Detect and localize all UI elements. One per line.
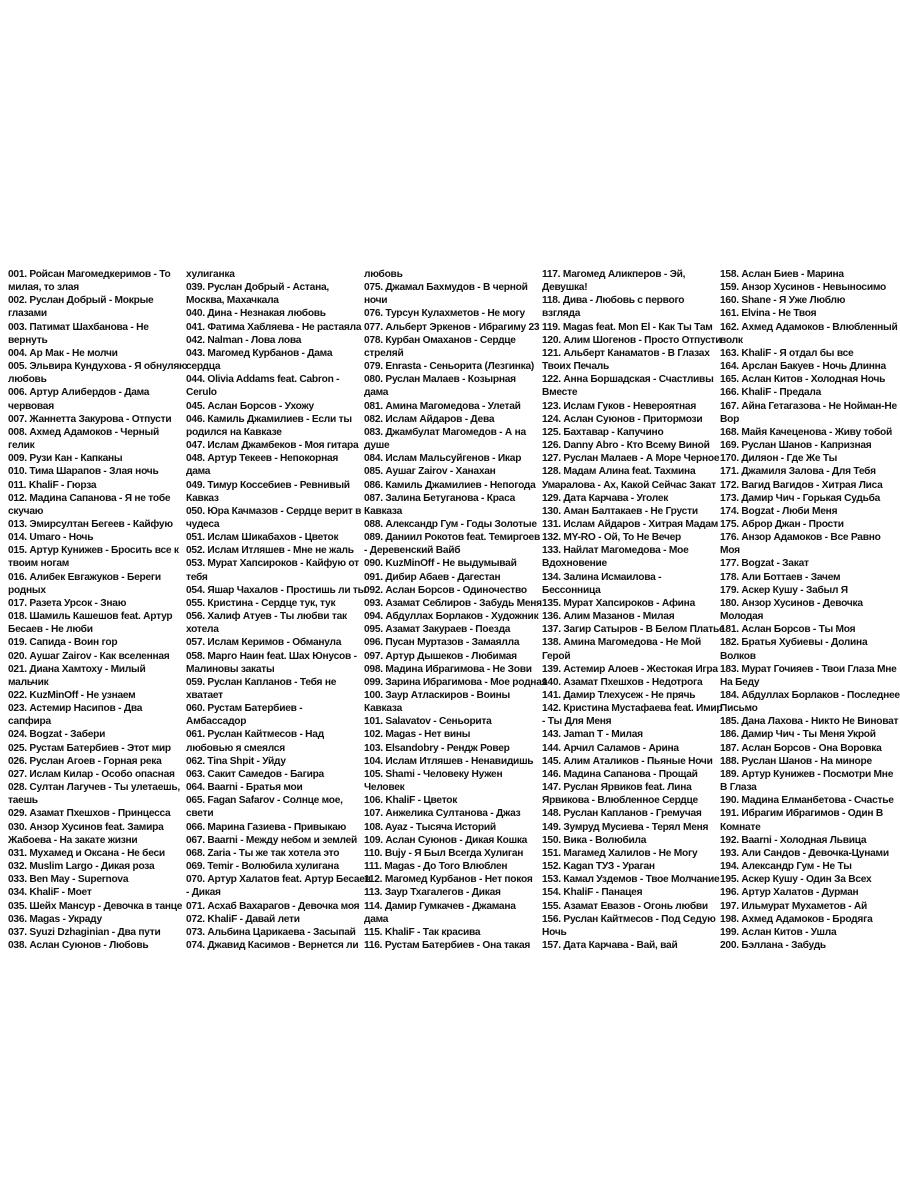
song-line: 138. Амина Магомедова - Не Мой [542, 637, 702, 649]
song-line: В Глаза [720, 782, 757, 794]
song-line: любовью я смеялся [186, 742, 285, 754]
song-line: 139. Астемир Алоев - Жестокая Игра [542, 663, 718, 675]
song-line: 143. Jaman T - Милая [542, 729, 643, 741]
song-line: любовь [8, 374, 47, 386]
song-line: 063. Сакит Самедов - Багира [186, 768, 324, 780]
song-line: 185. Дана Лахова - Никто Не Виноват [720, 716, 899, 728]
song-line: 175. Аброр Джан - Прости [720, 518, 844, 530]
song-line: 048. Артур Текеев - Непокорная [186, 453, 339, 465]
song-line: скучаю [8, 505, 44, 517]
song-line: 128. Мадам Алина feat. Тахмина [542, 466, 696, 478]
song-line: 083. Джамбулат Магомедов - А на [364, 426, 526, 438]
song-line: 125. Бахтавар - Капучино [542, 426, 664, 438]
song-line: 102. Magas - Нет вины [364, 729, 471, 741]
song-line: 101. Salavatov - Сеньорита [364, 716, 492, 728]
song-line: 168. Майя Качеценова - Живу тобой [720, 426, 893, 438]
song-line: 118. Дива - Любовь с первого [542, 295, 685, 307]
song-line: гелик [8, 440, 35, 452]
song-line: дама [364, 387, 389, 399]
song-line: 047. Ислам Джамбеков - Моя гитара [186, 440, 359, 452]
song-line: Вдохновение [542, 558, 607, 570]
song-line: Кавказа [364, 505, 403, 517]
song-line: 076. Турсун Кулахметов - Не могу [364, 308, 525, 320]
song-line: Москва, Махачкала [186, 295, 279, 307]
song-line: 035. Шейх Мансур - Девочка в танце [8, 900, 183, 912]
song-line: 095. Азамат Закураев - Поезда [364, 624, 511, 636]
song-line: родился на Кавказе [186, 426, 282, 438]
song-line: 191. Ибрагим Ибрагимов - Один В [720, 808, 883, 820]
song-line: 189. Артур Кунижев - Посмотри Мне [720, 768, 894, 780]
song-line: 163. KhaliF - Я отдал бы все [720, 347, 854, 359]
song-line: 197. Ильмурат Мухаметов - Ай [720, 900, 868, 912]
song-line: Молодая [720, 611, 764, 623]
song-line: 066. Марина Газиева - Привыкаю [186, 821, 347, 833]
song-line: 105. Shami - Человеку Нужен [364, 768, 503, 780]
song-line: 178. Али Боттаев - Зачем [720, 571, 841, 583]
song-line: 036. Magas - Украду [8, 913, 102, 925]
song-line: 064. Baarni - Братья мои [186, 782, 303, 794]
song-line: 187. Аслан Борсов - Она Воровка [720, 742, 882, 754]
song-line: 091. Дибир Абаев - Дагестан [364, 571, 501, 583]
song-line: 049. Тимур Коссебиев - Ревнивый [186, 479, 350, 491]
song-line: 162. Ахмед Адамоков - Влюбленный [720, 321, 898, 333]
song-line: 123. Ислам Гуков - Невероятная [542, 400, 697, 412]
song-line: 025. Рустам Батербиев - Этот мир [8, 742, 171, 754]
song-line: 107. Анжелика Султанова - Джаз [364, 808, 521, 820]
song-line: 179. Аскер Кушу - Забыл Я [720, 584, 848, 596]
song-line: тебя [186, 571, 208, 583]
song-line: 157. Дата Карчава - Вай, вай [542, 939, 678, 951]
song-line: 001. Ройсан Магомедкеримов - То [8, 269, 171, 280]
song-line: 077. Альберт Эркенов - Ибрагиму 23 [364, 321, 540, 333]
song-column-4 [542, 268, 725, 951]
song-line: 126. Danny Abro - Кто Всему Виной [542, 440, 710, 452]
song-line: 150. Вика - Волюбила [542, 834, 647, 846]
song-line: 033. Ben May - Supernova [8, 874, 129, 886]
song-line: 003. Патимат Шахбанова - Не [8, 321, 149, 333]
song-line: родных [8, 584, 46, 596]
song-line: 103. Elsandobry - Рендж Ровер [364, 742, 510, 754]
song-line: 029. Азамат Пхешхов - Принцесса [8, 808, 171, 820]
song-line: Девушка! [542, 282, 588, 294]
song-line: 075. Джамал Бахмудов - В черной [364, 282, 528, 294]
song-line: 164. Арслан Бакуев - Ночь Длинна [720, 361, 886, 373]
song-line: 104. Ислам Итляшев - Ненавидишь [364, 755, 534, 767]
song-line: глазами [8, 308, 47, 320]
song-line: 056. Халиф Атуев - Ты любви так [186, 611, 347, 623]
song-line: Кавказа [364, 703, 403, 715]
song-line: 109. Аслан Суюнов - Дикая Кошка [364, 834, 528, 846]
song-line: 106. KhaliF - Цветок [364, 795, 458, 807]
song-line: 174. Bogzat - Люби Меня [720, 505, 838, 517]
song-line: 196. Артур Халатов - Дурман [720, 887, 859, 899]
song-line: 113. Заур Тхагалегов - Дикая [364, 887, 501, 899]
song-line: твоим ногам [8, 558, 70, 570]
song-line: любовь [364, 269, 403, 280]
song-line: сердца [186, 361, 221, 373]
song-line: 014. Umaro - Ночь [8, 532, 94, 544]
song-line: хотела [186, 624, 219, 636]
song-line: 108. Ayaz - Тысяча Историй [364, 821, 496, 833]
song-line: - Ты Для Меня [542, 716, 612, 728]
song-line: - Деревенский Вайб [364, 545, 461, 557]
song-line: 111. Magas - До Того Влюблен [364, 861, 508, 873]
song-line: 016. Алибек Евгажуков - Береги [8, 571, 161, 583]
song-line: Ярвикова - Влюбленное Сердце [542, 795, 698, 807]
song-line: 007. Жаннетта Закурова - Отпусти [8, 413, 172, 425]
song-line: Умаралова - Ах, Какой Сейчас Закат [542, 479, 716, 491]
song-line: душе [364, 440, 390, 452]
song-line: 015. Артур Кунижев - Бросить все к [8, 545, 179, 557]
song-line: Бесаев - Не люби [8, 624, 93, 636]
song-line: Кавказ [186, 492, 219, 504]
song-line: 169. Руслан Шанов - Капризная [720, 440, 872, 452]
song-line: 131. Ислам Айдаров - Хитрая Мадам [542, 518, 719, 530]
song-line: 155. Азамат Евазов - Огонь любви [542, 900, 708, 912]
song-line: дама [186, 466, 211, 478]
song-line: 136. Алим Мазанов - Милая [542, 611, 675, 623]
song-line: 044. Olivia Addams feat. Cabron - [186, 374, 340, 386]
song-line: 171. Джамиля Залова - Для Тебя [720, 466, 876, 478]
song-line: 192. Baarni - Холодная Львица [720, 834, 867, 846]
song-line: 183. Мурат Гочияев - Твои Глаза Мне [720, 663, 897, 675]
song-line: 190. Мадина Елманбетова - Счастье [720, 795, 894, 807]
song-line: 149. Зумруд Мусиева - Терял Меня [542, 821, 709, 833]
song-line: 080. Руслан Малаев - Козырная [364, 374, 516, 386]
song-line: Письмо [720, 703, 758, 715]
song-line: 058. Марго Наин feat. Шах Юнусов - [186, 650, 357, 662]
song-line: 027. Ислам Килар - Особо опасная [8, 768, 175, 780]
song-line: 084. Ислам Мальсуйгенов - Икар [364, 453, 522, 465]
song-line: 165. Аслан Китов - Холодная Ночь [720, 374, 886, 386]
song-line: 060. Рустам Батербиев - [186, 703, 303, 715]
song-line: 145. Алим Аталиков - Пьяные Ночи [542, 755, 713, 767]
song-line: свети [186, 808, 214, 820]
song-line: 039. Руслан Добрый - Астана, [186, 282, 329, 294]
song-line: 099. Зарина Ибрагимова - Мое родная [364, 676, 548, 688]
song-line: 167. Айна Гетагазова - Не Нойман-Не [720, 400, 897, 412]
song-line: 100. Заур Атласкиров - Воины [364, 690, 510, 701]
song-line: 093. Азамат Себлиров - Забудь Меня [364, 597, 542, 609]
song-column-5 [720, 268, 900, 951]
song-line: 188. Руслан Шанов - На минорe [720, 755, 872, 767]
song-line: 057. Ислам Керимов - Обманула [186, 637, 342, 649]
song-line: 062. Tina Shpit - Уйду [186, 755, 286, 767]
song-line: 030. Анзор Хусинов feat. Замира [8, 821, 164, 833]
song-line: Герой [542, 650, 571, 662]
song-line: 186. Дамир Чич - Ты Меня Укрой [720, 729, 876, 741]
song-line: Человек [364, 782, 405, 794]
song-line: волк [720, 334, 743, 346]
song-line: Жабоева - На закате жизни [8, 834, 138, 846]
song-line: 159. Анзор Хусинов - Невыносимо [720, 282, 886, 294]
song-line: 096. Пусан Муртазов - Замаялла [364, 637, 520, 649]
song-line: 141. Дамир Тлехусеж - Не прячь [542, 690, 696, 701]
song-line: 051. Ислам Шикабахов - Цветок [186, 532, 339, 544]
song-line: 023. Астемир Насипов - Два [8, 703, 143, 715]
song-line: вернуть [8, 334, 48, 346]
song-line: милая, то злая [8, 282, 79, 294]
song-line: 089. Даниил Рокотов feat. Темиргоев [364, 532, 540, 544]
song-line: 147. Руслан Ярвиков feat. Лина [542, 782, 692, 794]
song-line: 037. Syuzi Dzhaginian - Два пути [8, 926, 161, 938]
song-line: 124. Аслан Суюнов - Притормози [542, 413, 703, 425]
song-line: Твоих Печаль [542, 361, 609, 373]
song-line: 094. Абдуллах Борлаков - Художник [364, 611, 539, 623]
song-line: Бессонница [542, 584, 601, 596]
song-line: стреляй [364, 347, 404, 359]
song-line: Волков [720, 650, 756, 662]
song-line: 046. Камиль Джамилиев - Если ты [186, 413, 352, 425]
song-line: 073. Альбина Царикаева - Засыпай [186, 926, 356, 938]
song-line: 134. Залина Исмаилова - [542, 571, 662, 583]
song-column-1 [8, 268, 188, 951]
song-line: 085. Аушаг Zairov - Ханахан [364, 466, 496, 478]
song-line: Моя [720, 545, 740, 557]
song-line: 133. Найлат Магомедова - Мое [542, 545, 689, 557]
song-line: 065. Fagan Safarov - Солнце мое, [186, 795, 343, 807]
song-line: 153. Камал Уздемов - Твое Молчание [542, 874, 720, 886]
song-line: 158. Аслан Биев - Марина [720, 269, 844, 280]
song-line: 195. Аскер Кушу - Один За Всех [720, 874, 872, 886]
song-line: 031. Мухамед и Оксана - Не беси [8, 847, 165, 859]
song-line: 115. KhaliF - Так красива [364, 926, 481, 938]
song-line: 176. Анзор Адамоков - Все Равно [720, 532, 881, 544]
song-line: 144. Арчил Саламов - Арина [542, 742, 679, 754]
song-line: 137. Загир Сатыров - В Белом Платье [542, 624, 725, 636]
song-line: 120. Алим Шогенов - Просто Отпусти [542, 334, 722, 346]
song-line: 177. Bogzat - Закат [720, 558, 809, 570]
song-line: 043. Магомед Курбанов - Дама [186, 347, 333, 359]
song-line: 028. Султан Лагучев - Ты улетаешь, [8, 782, 180, 794]
song-line: 156. Руслан Кайтмесов - Под Седую [542, 913, 716, 925]
song-line: 079. Enrasta - Сеньорита (Лезгинка) [364, 361, 535, 373]
song-line: 008. Ахмед Адамоков - Черный [8, 426, 159, 438]
song-line: 067. Baarni - Между небом и землей [186, 834, 358, 846]
song-line: 130. Аман Балтакаев - Не Грусти [542, 505, 698, 517]
song-line: 090. KuzMinOff - Не выдумывай [364, 558, 517, 570]
song-line: 151. Магамед Халилов - Не Могу [542, 847, 698, 859]
song-line: хулиганка [186, 269, 235, 280]
song-line: 160. Shane - Я Уже Люблю [720, 295, 846, 307]
song-line: дама [364, 913, 389, 925]
song-line: 184. Абдуллах Борлаков - Последнее [720, 690, 900, 701]
song-line: 055. Кристина - Сердце тук, тук [186, 597, 336, 609]
song-line: 019. Сапида - Воин гор [8, 637, 118, 649]
song-line: 032. Muslim Largo - Дикая роза [8, 861, 155, 873]
song-line: 069. Temir - Волюбила хулигана [186, 861, 339, 873]
song-line: 172. Вагид Вагидов - Хитрая Лиса [720, 479, 883, 491]
song-line: 193. Али Сандов - Девочка-Цунами [720, 847, 889, 859]
song-line: 045. Аслан Борсов - Ухожу [186, 400, 314, 412]
song-line: 117. Магомед Аликперов - Эй, [542, 269, 686, 280]
song-line: 054. Яшар Чахалов - Простишь ли ты [186, 584, 367, 596]
song-line: 078. Курбан Омаханов - Сердце [364, 334, 516, 346]
song-line: 132. MY-RO - Ой, То Не Вечер [542, 532, 682, 544]
song-line: 135. Мурат Хапсироков - Афина [542, 597, 695, 609]
song-line: 140. Азамат Пхешхов - Недотрога [542, 676, 703, 688]
song-line: 081. Амина Магомедова - Улетай [364, 400, 521, 412]
song-line: 026. Руслан Агоев - Горная река [8, 755, 162, 767]
song-line: Ночь [542, 926, 567, 938]
song-line: 112. Магомед Курбанов - Нет покоя [364, 874, 533, 886]
song-line: 097. Артур Дышеков - Любимая [364, 650, 517, 662]
song-line: 082. Ислам Айдаров - Дева [364, 413, 495, 425]
song-line: 173. Дамир Чич - Горькая Судьба [720, 492, 881, 504]
song-line: 148. Руслан Капланов - Гремучая [542, 808, 702, 820]
song-line: таешь [8, 795, 38, 807]
song-line: 024. Bogzat - Забери [8, 729, 106, 741]
song-line: 142. Кристина Мустафаева feat. Имир [542, 703, 723, 715]
song-line: 122. Анна Боршадская - Счастливы [542, 374, 714, 386]
song-line: 053. Мурат Хапсироков - Кайфую от [186, 558, 359, 570]
song-line: хватает [186, 690, 223, 701]
song-line: 119. Magas feat. Mon El - Как Ты Там [542, 321, 713, 333]
song-line: 121. Альберт Канаматов - В Глазах [542, 347, 710, 359]
song-line: 092. Аслан Борсов - Одиночество [364, 584, 527, 596]
song-line: 166. KhaliF - Предала [720, 387, 822, 399]
song-line: На Беду [720, 676, 760, 688]
song-line: чудеса [186, 518, 220, 530]
song-line: 068. Zaria - Ты же так хотела это [186, 847, 340, 859]
song-line: ночи [364, 295, 388, 307]
song-line: 006. Артур Алибердов - Дама [8, 387, 150, 399]
song-line: взгляда [542, 308, 581, 320]
song-line: Вместе [542, 387, 578, 399]
song-line: 070. Артур Халатов feat. Артур Бесаев [186, 874, 371, 886]
song-line: 161. Elvina - Не Твоя [720, 308, 817, 320]
song-line: 181. Аслан Борсов - Ты Моя [720, 624, 856, 636]
song-line: 018. Шамиль Кашешов feat. Артур [8, 611, 173, 623]
song-line: 041. Фатима Хабляева - Не растаяла [186, 321, 362, 333]
song-line: 021. Диана Хамтоху - Милый [8, 663, 146, 675]
song-line: 088. Александр Гум - Годы Золотые [364, 518, 537, 530]
song-line: 200. Бэллана - Забудь [720, 939, 826, 951]
song-line: 050. Юра Качмазов - Сердце верит в [186, 505, 362, 517]
song-line: 110. Bujy - Я Был Всегда Хулиган [364, 847, 524, 859]
song-line: 011. KhaliF - Гюрза [8, 479, 97, 491]
song-line: - Дикая [186, 887, 221, 899]
song-line: 052. Ислам Итляшев - Мне не жаль [186, 545, 354, 557]
song-line: 034. KhaliF - Моет [8, 887, 92, 899]
song-line: 198. Ахмед Адамоков - Бродяга [720, 913, 873, 925]
song-line: 017. Разета Урсок - Знаю [8, 597, 127, 609]
song-line: 013. Эмирсултан Бегеев - Кайфую [8, 518, 173, 530]
song-line: 005. Эльвира Кундухова - Я обнуляю [8, 361, 188, 373]
song-line: 020. Аушаг Zairov - Как вселенная [8, 650, 170, 662]
song-line: 002. Руслан Добрый - Мокрые [8, 295, 154, 307]
song-line: 072. KhaliF - Давай лети [186, 913, 300, 925]
song-line: 071. Асхаб Вахарагов - Девочка моя [186, 900, 360, 912]
song-line: 194. Александр Гум - Не Ты [720, 861, 852, 873]
song-line: 182. Братья Хубиевы - Долина [720, 637, 868, 649]
song-line: 086. Камиль Джамилиев - Непогода [364, 479, 536, 491]
song-line: Вор [720, 413, 740, 425]
song-line: 004. Ар Мак - Не молчи [8, 347, 118, 359]
song-list-sheet [8, 268, 900, 951]
song-line: 146. Мадина Сапанова - Прощай [542, 768, 698, 780]
song-line: 199. Аслан Китов - Ушла [720, 926, 837, 938]
song-line: 152. Kagan ТУЗ - Ураган [542, 861, 655, 873]
song-line: 074. Джавид Касимов - Вернется ли [186, 939, 359, 951]
song-line: 098. Мадина Ибрагимова - Не Зови [364, 663, 532, 675]
song-line: мальчик [8, 676, 49, 688]
song-column-2 [186, 268, 371, 951]
song-line: 009. Рузи Кан - Капканы [8, 453, 123, 465]
song-line: сапфира [8, 716, 51, 728]
song-line: 129. Дата Карчава - Уголек [542, 492, 669, 504]
song-line: 059. Руслан Капланов - Тебя не [186, 676, 337, 688]
song-line: Комнате [720, 821, 761, 833]
song-line: 087. Залина Бетуганова - Краса [364, 492, 516, 504]
song-line: 116. Рустам Батербиев - Она такая [364, 939, 531, 951]
song-line: 061. Руслан Кайтмесов - Над [186, 729, 324, 741]
song-line: 127. Руслан Малаев - А Море Черное [542, 453, 720, 465]
song-line: 170. Диляон - Где Же Ты [720, 453, 838, 465]
song-column-3 [364, 268, 548, 951]
song-line: червовая [8, 400, 54, 412]
song-line: 022. KuzMinOff - Не узнаем [8, 690, 136, 701]
song-line: 114. Дамир Гумкачев - Джамана [364, 900, 516, 912]
song-line: Малиновы закаты [186, 663, 275, 675]
song-line: 040. Дина - Незнакая любовь [186, 308, 326, 320]
song-line: 012. Мадина Сапанова - Я не тобе [8, 492, 171, 504]
song-line: 180. Анзор Хусинов - Девочка [720, 597, 863, 609]
song-line: 042. Nalman - Лова лова [186, 334, 302, 346]
song-line: 154. KhaliF - Панацея [542, 887, 643, 899]
song-line: 010. Тима Шарапов - Злая ночь [8, 466, 159, 478]
song-line: Амбассадор [186, 716, 247, 728]
song-line: 038. Аслан Суюнов - Любовь [8, 939, 149, 951]
song-line: Cerulo [186, 387, 217, 399]
